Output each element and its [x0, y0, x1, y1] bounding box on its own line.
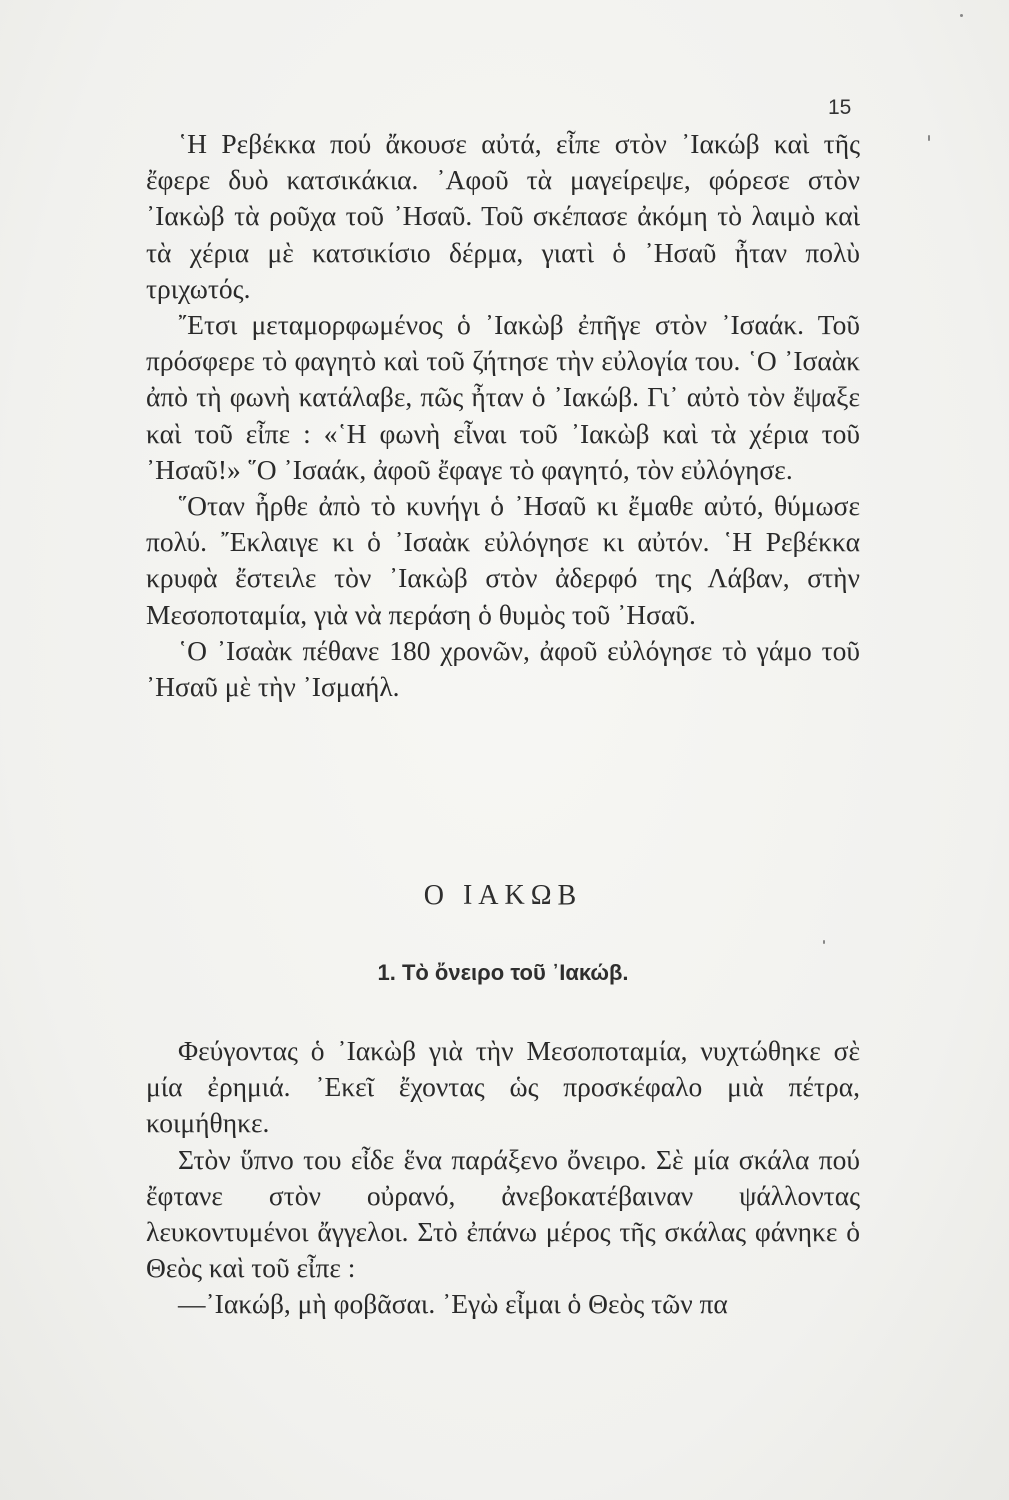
paragraph: Φεύγοντας ὁ ᾿Ιακὼβ γιὰ τὴν Μεσοποταμία, νυχτώθηκε σὲ μία ἐρημιά. ᾿Εκεῖ ἔχοντας ὡς προσκέφαλο μιὰ πέτρα, κοιμήθηκε.	[146, 1035, 860, 1139]
paragraph: Στὸν ὕπνο του εἶδε ἕνα παράξενο ὄνειρο. Σὲ μία σκάλα πού ἔφτανε στὸν οὐρανό, ἀνεβοκατέβαιναν ψάλλοντας λευκοντυμένοι ἄγγελοι. Στὸ ἐπάνω μέρος τῆς σκάλας φάνηκε ὁ Θεὸς καὶ τοῦ εἶπε :	[146, 1143, 860, 1284]
body-text-top	[146, 126, 860, 705]
page-number: 15	[828, 96, 852, 119]
paragraph: —᾿Ιακώβ, μὴ φοβᾶσαι. ᾿Εγὼ εἶμαι ὁ Θεὸς τῶν πα	[178, 1288, 728, 1320]
paragraph: ῞Οταν ἦρθε ἀπὸ τὸ κυνήγι ὁ ᾿Ησαῦ κι ἔμαθε αὐτό, θύμωσε πολύ. ῎Εκλαιγε κι ὁ ᾿Ισαὰκ εὐλόγησε κι αὐτόν. ῾Η Ρεβέκκα κρυφὰ ἔστειλε τὸν ᾿Ιακὼβ στὸν ἀδερφό της Λάβαν, στὴν Μεσοποταμία, γιὰ νὰ περάση ὁ θυμὸς τοῦ ᾿Ησαῦ.	[146, 490, 860, 630]
paper-speck	[960, 14, 963, 17]
chapter-title: Ο ΙΑΚΩΒ	[423, 880, 583, 911]
paragraph: ῾Ο ᾿Ισαὰκ πέθανε 180 χρονῶν, ἀφοῦ εὐλόγησε τὸ γάμο τοῦ ᾿Ησαῦ μὲ τὴν ᾿Ισμαήλ.	[146, 634, 860, 703]
paper-speck	[928, 135, 930, 141]
paragraph: ῎Ετσι μεταμορφωμένος ὁ ᾿Ιακὼβ ἐπῆγε στὸν ᾿Ισαάκ. Τοῦ πρόσφερε τὸ φαγητὸ καὶ τοῦ ζήτησε τὴν εὐλογία του. ῾Ο ᾿Ισαὰκ ἀπὸ τὴ φωνὴ κατάλαβε, πῶς ἦταν ὁ ᾿Ιακώβ. Γι᾿ αὐτὸ τὸν ἔψαξε καὶ τοῦ εἶπε : «῾Η φωνὴ εἶναι τοῦ ᾿Ιακὼβ καὶ τὰ χέρια τοῦ ᾿Ησαῦ!» ῞Ο ᾿Ισαάκ, ἀφοῦ ἔφαγε τὸ φαγητό, τὸν εὐλόγησε.	[146, 309, 860, 485]
paper-speck	[823, 940, 825, 944]
paragraph: ῾Η Ρεβέκκα πού ἄκουσε αὐτά, εἶπε στὸν ᾿Ιακώβ καὶ τῆς ἔφερε δυὸ κατσικάκια. ᾿Αφοῦ τὰ μαγείρεψε, φόρεσε στὸν ᾿Ιακὼβ τὰ ροῦχα τοῦ ᾿Ησαῦ. Τοῦ σκέπασε ἀκόμη τὸ λαιμὸ καὶ τὰ χέρια μὲ κατσικίσιο δέρμα, γιατὶ ὁ ᾿Ησαῦ ἦταν πολὺ τριχωτός.	[146, 128, 860, 304]
section-heading: 1. Τὸ ὄνειρο τοῦ ᾿Ιακώβ.	[377, 960, 629, 985]
body-text-bottom	[146, 1033, 860, 1323]
